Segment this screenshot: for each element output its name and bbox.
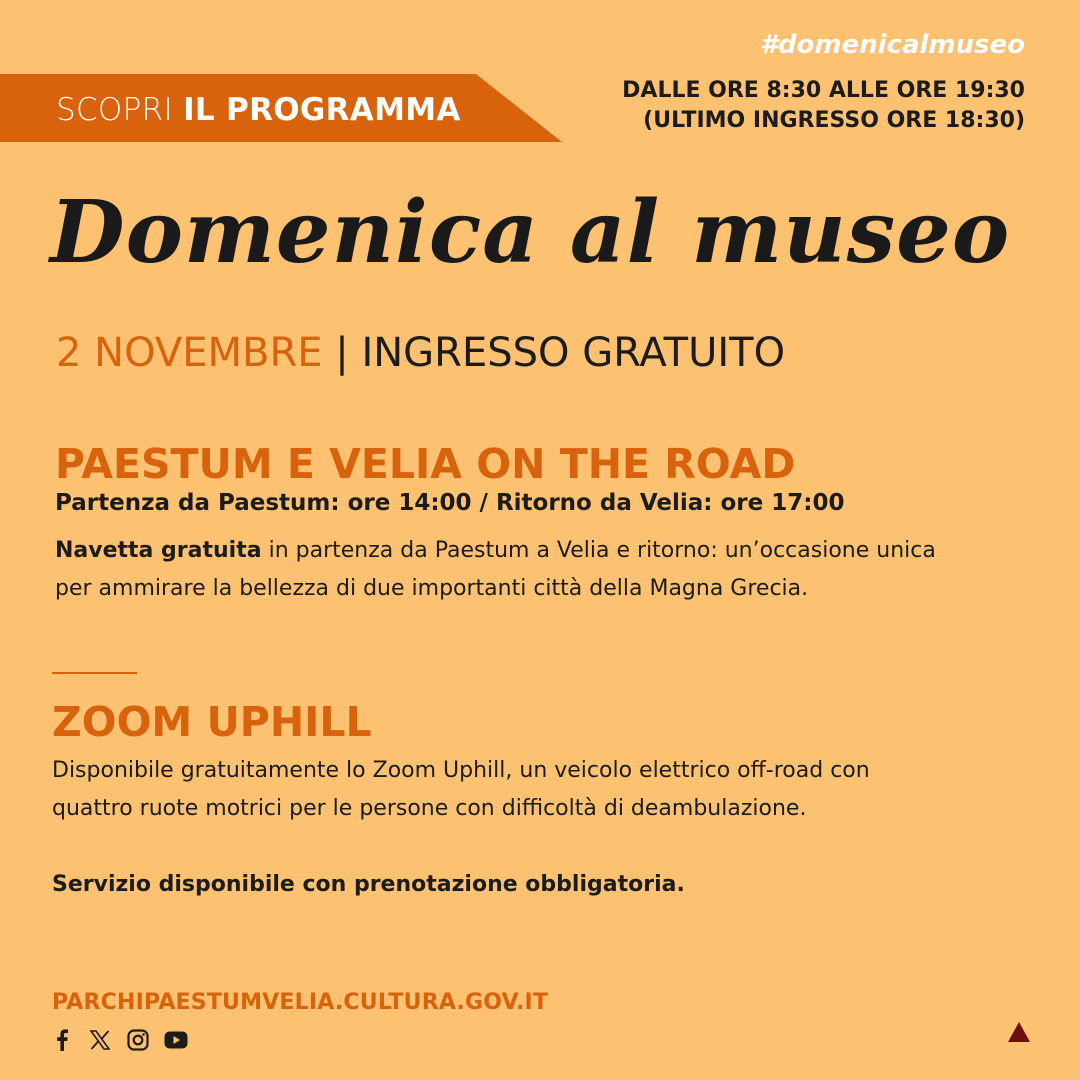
free-entry-label: INGRESSO GRATUITO bbox=[361, 330, 786, 376]
program-ribbon-label[interactable] bbox=[56, 92, 461, 128]
ribbon-text-light: SCOPRI bbox=[56, 92, 184, 128]
subtitle-separator: | bbox=[335, 330, 349, 376]
hours-line-1: DALLE ORE 8:30 ALLE ORE 19:30 bbox=[622, 78, 1025, 103]
booking-note: Servizio disponibile con prenotazione obbligatoria. bbox=[52, 872, 685, 897]
page-title: Domenica al museo bbox=[50, 182, 1011, 283]
shuttle-description-bold: Navetta gratuita bbox=[55, 538, 262, 563]
youtube-icon[interactable] bbox=[164, 1028, 188, 1052]
opening-hours bbox=[622, 76, 1025, 136]
social-icons bbox=[50, 1028, 188, 1052]
shuttle-description bbox=[55, 532, 945, 608]
triangle-icon bbox=[1008, 1022, 1030, 1042]
event-date: 2 NOVEMBRE bbox=[56, 330, 323, 376]
shuttle-schedule: Partenza da Paestum: ore 14:00 / Ritorno da Velia: ore 17:00 bbox=[55, 490, 845, 516]
section-title-zoom-uphill: ZOOM UPHILL bbox=[52, 698, 372, 746]
zoom-uphill-description: Disponibile gratuitamente lo Zoom Uphill, un veicolo elettrico off-road con quattro ruote motrici per le persone con difficoltà di deambulazione. bbox=[52, 758, 870, 821]
x-icon[interactable] bbox=[88, 1028, 112, 1052]
hours-line-2: (ULTIMO INGRESSO ORE 18:30) bbox=[643, 108, 1025, 133]
date-subtitle bbox=[56, 330, 785, 376]
section-divider bbox=[52, 672, 137, 674]
shuttle-description-text: in partenza da Paestum a Velia e ritorno: un’occasione unica per ammirare la bellezza di due importanti città della Magna Grecia. bbox=[55, 538, 936, 601]
website-link[interactable]: PARCHIPAESTUMVELIA.CULTURA.GOV.IT bbox=[52, 990, 549, 1015]
facebook-icon[interactable] bbox=[50, 1028, 74, 1052]
instagram-icon[interactable] bbox=[126, 1028, 150, 1052]
ribbon-text-bold: IL PROGRAMMA bbox=[183, 92, 461, 128]
hashtag: #domenicalmuseo bbox=[759, 30, 1025, 60]
section-title-paestum-velia: PAESTUM E VELIA ON THE ROAD bbox=[55, 440, 796, 488]
